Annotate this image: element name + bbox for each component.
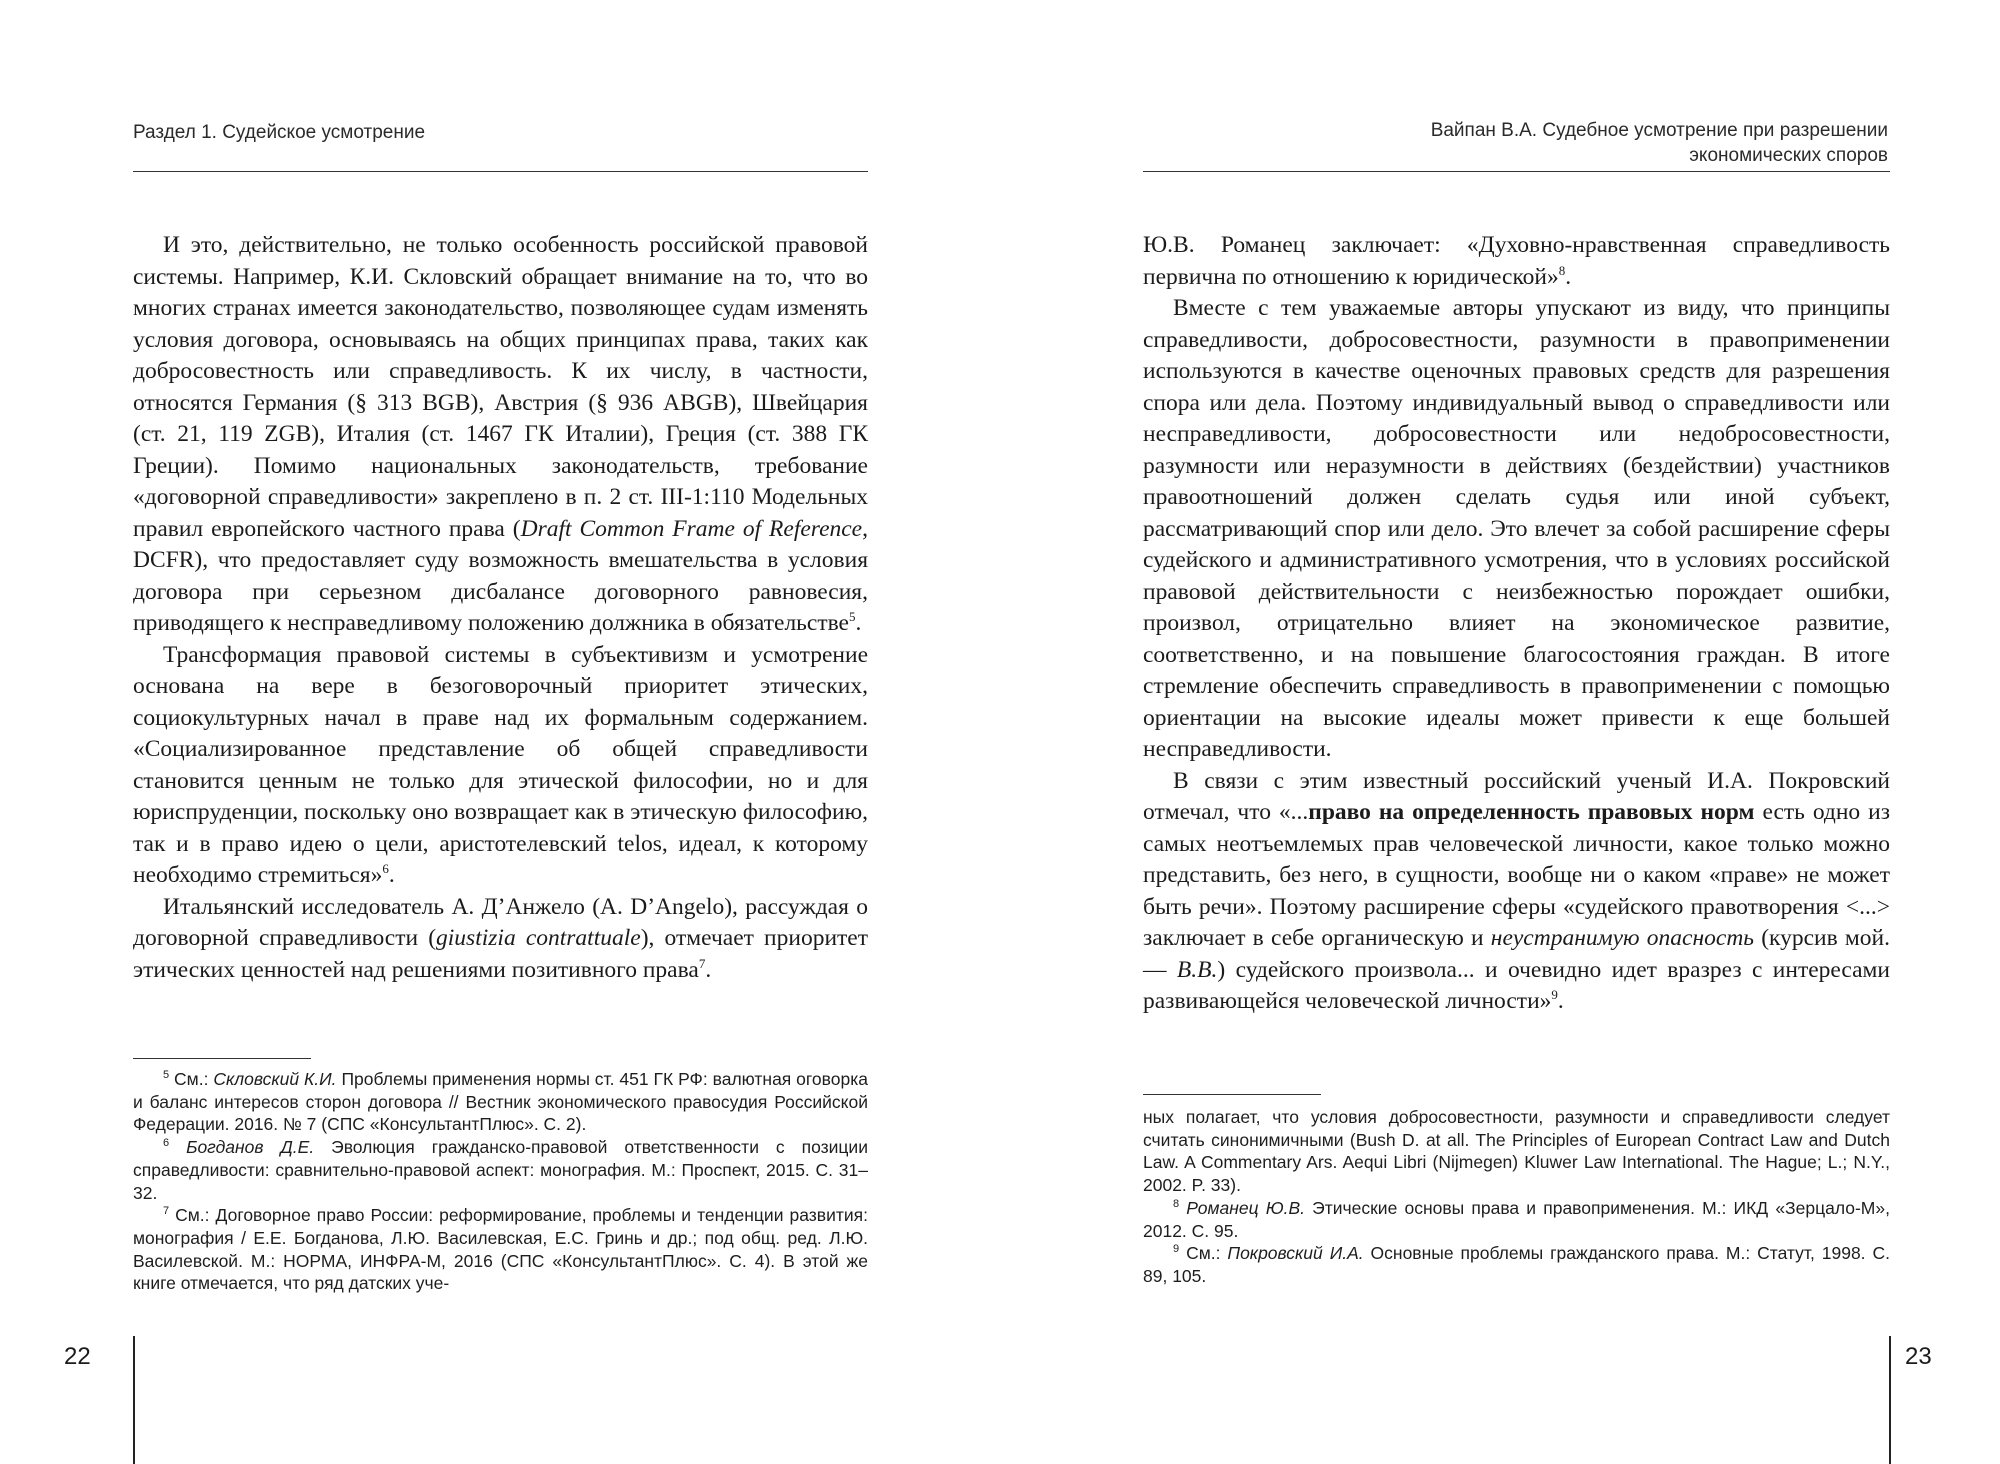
- footnote: $^5$ См.: Скловский К.И. Проблемы применения нормы ст. 451 ГК РФ: валютная оговорка и баланс интересов сторон договора // Вестник экономического правосудия Российской Федерации. 2016. № 7 (СПС «КонсультантПлюс». С. 2).: [133, 1069, 868, 1135]
- footnotes-left: [133, 1068, 868, 1295]
- paragraph: В связи с этим известный российский ученый И.А. Покровский отмечал, что «...право на определенность правовых норм есть одно из самых неотъемлемых прав человеческой личности, какое только можно представить, без него, в сущности, вообще ни о каком «праве» не может быть речи». Поэтому расширение сферы «судейского правотворения <...> заключает в себе органическую и неустранимую опасность (курсив мой. — В.В.) судейского произвола... и очевидно идет вразрез с интересами развивающейся человеческой личности»$^9$.: [1143, 767, 1891, 1014]
- gutter-line-left: [133, 1336, 135, 1464]
- footnote-rule-right: [1143, 1094, 1321, 1095]
- paragraph: Ю.В. Романец заключает: «Духовно-нравственная справедливость первична по отношению к юридической»$^8$.: [1143, 232, 1890, 290]
- right-page: [1000, 0, 2000, 1464]
- footnote-ref[interactable]: 9: [1551, 987, 1558, 1002]
- footnote-rule-left: [133, 1058, 311, 1059]
- body-text-left: [133, 230, 868, 986]
- paragraph: Вместе с тем уважаемые авторы упускают из виду, что принципы справедливости, добросовестности, разумности в правоприменении используются в качестве оценочных правовых средств для разрешения спора или дела. Поэтому индивидуальный вывод о справедливости или несправедливости, добросовестности или недобросовестности, разумности или неразумности в действиях (бездействии) участников правоотношений должен сделать судья или иной субъект, рассматривающий спор или дело. Это влечет за собой расширение сферы судейского и административного усмотрения, что в условиях российской правовой действительности с неизбежностью порождает ошибки, произвол, отрицательно влияет на экономическое развитие, соответственно, и на повышение благосостояния граждан. В итоге стремление обеспечить справедливость в правоприменении с помощью ориентации на высокие идеалы может привести к еще большей несправедливости.: [1143, 295, 1890, 762]
- body-text-right: [1143, 230, 1890, 1018]
- footnote-ref[interactable]: 5: [849, 609, 856, 624]
- paragraph: И это, действительно, не только особенность российской правовой системы. Например, К.И. Скловский обращает внимание на то, что во многих странах имеется законодательство, позволяющее судам изменять условия договора, основываясь на общих принципах права, таких как добросовестность или справедливость. К их числу, в частности, относятся Германия (§ 313 BGB), Австрия (§ 936 ABGB), Швейцария (ст. 21, 119 ZGB), Италия (ст. 1467 ГК Италии), Греция (ст. 388 ГК Греции). Помимо национальных законодательств, требование «договорной справедливости» закреплено в п. 2 ст. III-1:110 Модельных правил европейского частного права (Draft Common Frame of Reference, DCFR), что предоставляет суду возможность вмешательства в условия договора при серьезном дисбалансе договорного равновесия, приводящего к несправедливому положению должника в обязательстве$^5$.: [133, 232, 868, 636]
- paragraph: Трансформация правовой системы в субъективизм и усмотрение основана на вере в безоговорочный приоритет этических, социокультурных начал в праве над их формальным содержанием. «Социализированное представление об общей справедливости становится ценным не только для этической философии, но и для юриспруденции, поскольку оно возвращает как в этическую философию, так и в право идею о цели, аристотелевский telos, идеал, к которому необходимо стремиться»$^6$.: [133, 641, 868, 888]
- paragraph: Итальянский исследователь А. Д’Анжело (A. D’Angelo), рассуждая о договорной справедливости (giustizia contrattuale), отмечает приоритет этических ценностей над решениями позитивного права$^7$.: [133, 893, 869, 983]
- footnote-ref[interactable]: 8: [1558, 262, 1566, 278]
- page-number-left: 22: [64, 1343, 91, 1370]
- running-head-left: Раздел 1. Судейское усмотрение: [133, 122, 426, 143]
- gutter-line-right: [1889, 1336, 1891, 1464]
- footnote: $^7$ См.: Договорное право России: реформирование, проблемы и тенденции развития: монография / Е.Е. Богданова, Л.Ю. Василевская, Е.С. Гринь и др.; под общ. ред. Л.Ю. Василевской. М.: НОРМА, ИНФРА-М, 2016 (СПС «КонсультантПлюс». С. 4). В этой же книге отмечается, что ряд датских уче-: [133, 1205, 868, 1294]
- page-number-right: 23: [1905, 1343, 1932, 1370]
- footnote-ref[interactable]: 6: [382, 861, 389, 876]
- footnote-ref[interactable]: 7: [698, 955, 706, 971]
- header-rule-right: [1143, 171, 1890, 172]
- header-rule-left: [133, 171, 868, 172]
- footnote: $^8$ Романец Ю.В. Этические основы права и правоприменения. М.: ИКД «Зерцало-М», 2012. С. 95.: [1143, 1197, 1890, 1241]
- running-head-right: Вайпан В.А. Судебное усмотрение при разрешении экономических споров: [1430, 120, 1888, 166]
- footnotes-right: [1143, 1106, 1890, 1288]
- footnote-continuation: ных полагает, что условия добросовестности, разумности и справедливости следует считать синонимичными (Bush D. at all. The Principles of European Contract Law and Dutch Law. A Commentary Ars. Aequi Libri (Nijmegen) Kluwer Law International. The Hague; L.; N.Y., 2002. P. 33).: [1143, 1107, 1890, 1196]
- footnote: $^9$ См.: Покровский И.А. Основные проблемы гражданского права. М.: Статут, 1998. С. 89, 105.: [1143, 1243, 1890, 1286]
- footnote: $^6$ Богданов Д.Е. Эволюция гражданско-правовой ответственности с позиции справедливости: сравнительно-правовой аспект: монография. М.: Проспект, 2015. С. 31–32.: [133, 1137, 868, 1203]
